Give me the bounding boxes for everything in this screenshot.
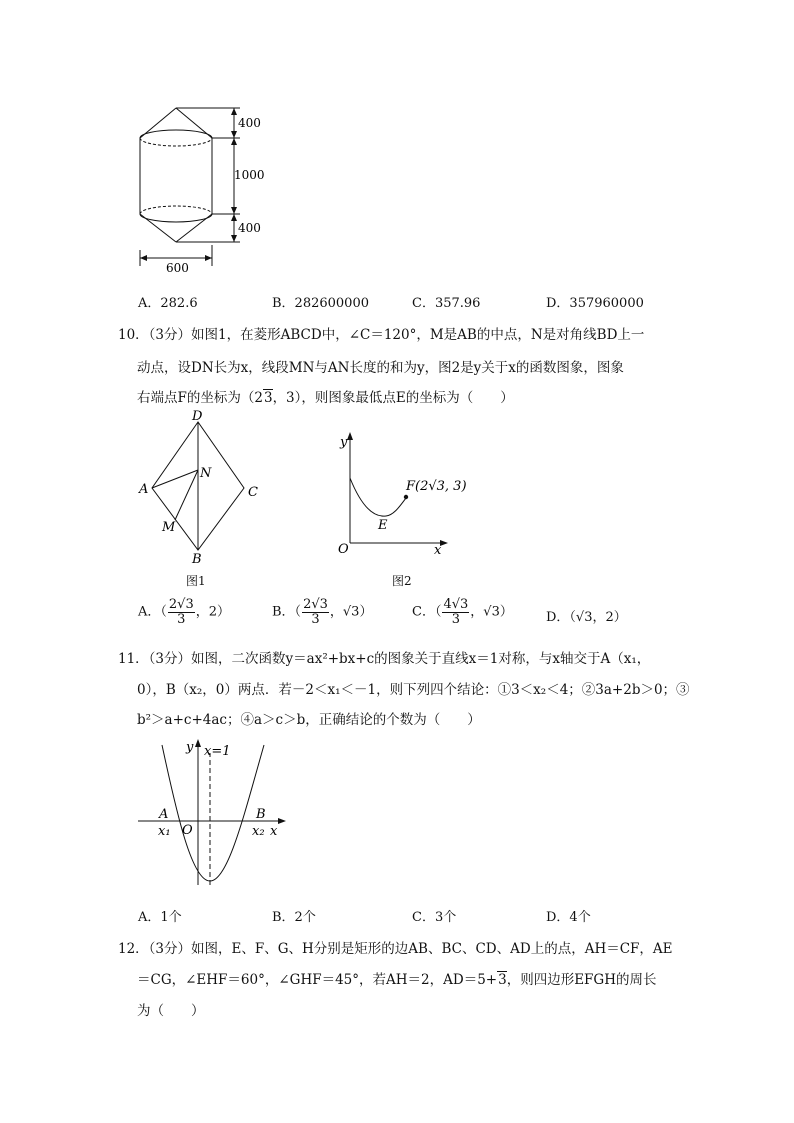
q10-fig1-label-d: D — [192, 409, 203, 424]
q11-label-b: B — [256, 807, 266, 822]
q10-option-c — [412, 598, 513, 626]
q10-fig1-label-c: C — [248, 485, 258, 500]
q11-option-b: B．2个 — [272, 910, 316, 925]
q9-option-a: A．282.6 — [138, 296, 198, 311]
q11-line1 — [118, 647, 650, 667]
q9-dim-middle: 1000 — [234, 168, 265, 182]
q10-option-b-letter: B．（ — [272, 604, 302, 620]
q10-option-a-letter: A．（ — [138, 604, 167, 620]
q9-option-d: D．357960000 — [546, 296, 644, 311]
q10-line3-pre: 右端点F的坐标为（2 — [137, 390, 263, 406]
q9-cylinder-figure — [130, 100, 280, 278]
q10-option-b — [272, 598, 372, 626]
q11-label-x1: x₁ — [158, 824, 171, 839]
q11-line3: b²＞a+c+4ac；④a＞c＞b，正确结论的个数为（ ） — [137, 712, 481, 728]
q10-fig1-label-n: N — [200, 466, 212, 481]
q11-label-axis: x=1 — [204, 744, 231, 759]
q11-line1-text: 如图，二次函数y＝ax²+bx+c的图象关于直线x＝1对称，与x轴交于A（x₁， — [191, 651, 651, 667]
q11-option-a: A．1个 — [138, 910, 182, 925]
q9-dim-top: 400 — [238, 116, 261, 130]
q9-dim-width: 600 — [166, 261, 189, 275]
q10-option-a — [138, 598, 230, 626]
q10-option-a-num: 2√3 — [168, 597, 194, 612]
q10-line2: 动点，设DN长为x，线段MN与AN长度的和为y，图2是y关于x的函数图象，图象 — [137, 360, 624, 376]
q11-label-y: y — [186, 740, 194, 755]
q12-line2-post: ，则四边形EFGH的周长 — [506, 972, 657, 988]
q10-fig2-label-f: F(2√3, 3) — [406, 479, 467, 494]
q11-line2: 0），B（x₂，0）两点．若－2＜x₁＜－1，则下列四个结论：①3＜x₂＜4；②3a+2b＞0；③ — [137, 682, 690, 698]
q10-line1 — [118, 323, 644, 343]
q12-line2-radicand: 3 — [498, 972, 507, 988]
q11-label-x: x — [270, 824, 278, 839]
q10-fig1-caption: 图1 — [186, 574, 206, 588]
q10-fig1-label-m: M — [162, 520, 176, 535]
q12-line2 — [137, 968, 656, 988]
q12-line1 — [118, 937, 673, 957]
q9-dim-bottom: 400 — [238, 221, 261, 235]
q10-option-d: D．（√3，2） — [546, 610, 627, 625]
q10-option-a-tail: ，2） — [195, 604, 230, 620]
q12-line2-pre: ＝CG，∠EHF＝60°，∠GHF＝45°，若AH＝2，AD＝5+ — [137, 972, 498, 988]
q10-option-a-den: 3 — [177, 611, 186, 627]
q10-option-b-den: 3 — [311, 611, 320, 627]
q10-line3-radicand: 3 — [263, 390, 273, 406]
q11-label-a: A — [159, 807, 169, 822]
q10-line1-text: 如图1，在菱形ABCD中，∠C＝120°，M是AB的中点，N是对角线BD上一 — [191, 327, 645, 343]
q10-line3-post: ，3），则图象最低点E的坐标为（ ） — [272, 390, 514, 406]
q12-line3: 为（ ） — [137, 1003, 205, 1019]
q11-option-c: C．3个 — [412, 910, 457, 925]
q11-option-d: D．4个 — [546, 910, 591, 925]
q10-option-c-num: 4√3 — [443, 597, 469, 612]
q10-number: 10．（3分） — [118, 327, 192, 343]
q10-line3 — [137, 386, 514, 406]
q10-fig1-label-a: A — [139, 482, 149, 497]
q10-graph-figure — [330, 428, 467, 558]
q10-fig1-label-b: B — [192, 552, 202, 567]
q11-label-o: O — [182, 823, 193, 838]
q10-fig2-label-o: O — [338, 542, 349, 557]
q10-fig2-label-e: E — [378, 518, 388, 533]
q10-option-b-tail: ，√3） — [329, 604, 373, 620]
q10-fig2-label-y: y — [340, 435, 348, 450]
q10-option-c-den: 3 — [451, 611, 460, 627]
q11-label-x2: x₂ — [252, 824, 265, 839]
q12-number: 12．（3分） — [118, 941, 192, 957]
q12-line1-text: 如图，E、F、G、H分别是矩形的边AB、BC、CD、AD上的点，AH＝CF，AE — [191, 941, 673, 957]
q11-parabola-figure — [132, 735, 292, 890]
q9-option-c: C．357.96 — [412, 296, 481, 311]
q10-rhombus-figure — [130, 410, 270, 570]
q9-option-b: B．282600000 — [272, 296, 369, 311]
q10-option-b-num: 2√3 — [303, 597, 328, 612]
q10-option-c-tail: ，√3） — [470, 604, 513, 620]
q11-number: 11．（3分） — [118, 651, 192, 667]
q10-fig2-caption: 图2 — [392, 574, 412, 588]
q10-fig2-label-x: x — [434, 543, 442, 558]
q10-option-c-letter: C．（ — [412, 604, 442, 620]
